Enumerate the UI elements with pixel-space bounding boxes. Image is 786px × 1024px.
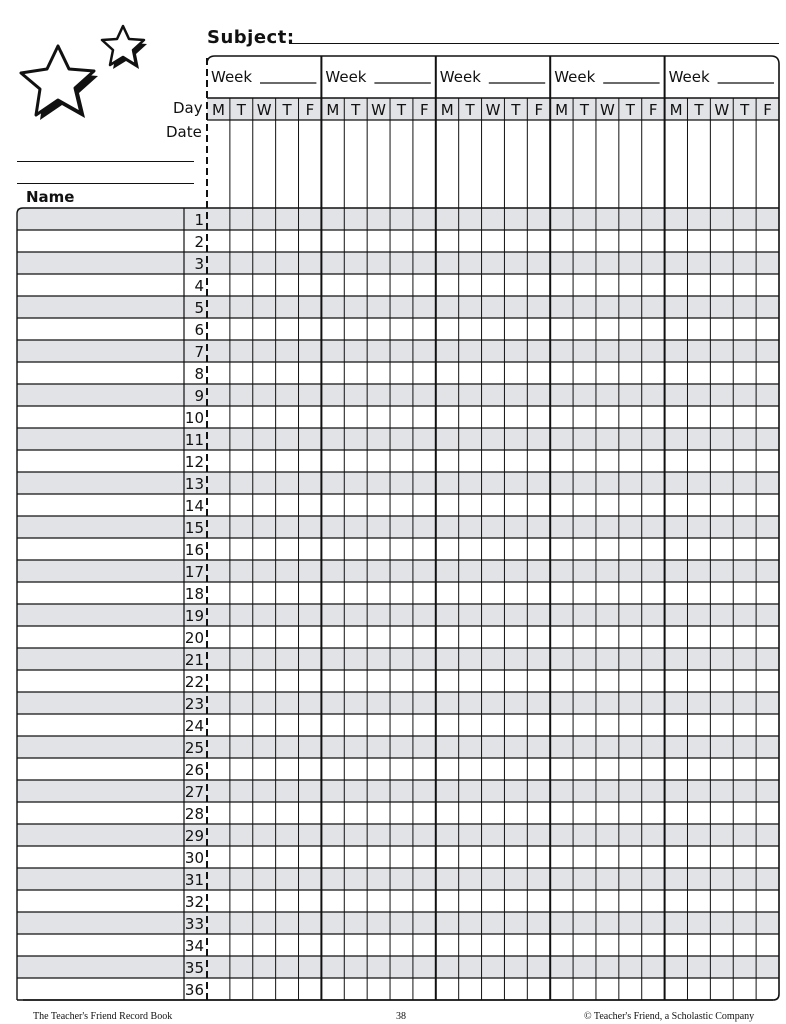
day-letter-t: T: [351, 101, 361, 119]
day-letter-w: W: [371, 101, 387, 119]
row-number: 9: [194, 387, 204, 405]
student-name-cell[interactable]: [17, 758, 184, 780]
row-number: 32: [184, 893, 204, 911]
student-name-cell[interactable]: [17, 934, 184, 956]
day-letter-m: M: [555, 101, 569, 119]
day-letter-t: T: [236, 101, 246, 119]
day-label: Day: [173, 99, 203, 117]
day-letter-t: T: [465, 101, 475, 119]
day-letter-t: T: [282, 101, 292, 119]
student-name-cell[interactable]: [17, 824, 184, 846]
day-letter-f: F: [305, 101, 315, 119]
day-letter-f: F: [534, 101, 544, 119]
student-name-cell[interactable]: [17, 626, 184, 648]
day-letter-f: F: [420, 101, 429, 119]
row-number: 29: [184, 827, 204, 845]
student-name-cell[interactable]: [17, 406, 184, 428]
footer-copyright: © Teacher's Friend, a Scholastic Company: [584, 1011, 755, 1022]
footer-book-title: The Teacher's Friend Record Book: [33, 1011, 173, 1022]
day-letter-w: W: [599, 101, 615, 119]
student-name-cell[interactable]: [17, 802, 184, 824]
student-name-cell[interactable]: [17, 428, 184, 450]
day-letter-w: W: [485, 101, 501, 119]
row-number: 27: [184, 783, 204, 801]
row-number: 35: [184, 959, 204, 977]
student-name-cell[interactable]: [17, 780, 184, 802]
student-name-cell[interactable]: [17, 472, 184, 494]
row-number: 19: [184, 607, 204, 625]
week-label: Week: [439, 68, 481, 86]
day-letter-t: T: [740, 101, 750, 119]
date-label: Date: [166, 123, 202, 141]
student-name-cell[interactable]: [17, 868, 184, 890]
student-name-cell[interactable]: [17, 956, 184, 978]
student-name-cell[interactable]: [17, 230, 184, 252]
row-number: 31: [184, 871, 204, 889]
day-letter-m: M: [440, 101, 454, 119]
day-letter-w: W: [256, 101, 272, 119]
row-number: 22: [184, 673, 204, 691]
student-name-cell[interactable]: [17, 736, 184, 758]
row-number: 28: [184, 805, 204, 823]
student-name-cell[interactable]: [17, 384, 184, 406]
student-name-cell[interactable]: [17, 604, 184, 626]
student-name-cell[interactable]: [17, 340, 184, 362]
student-name-cell[interactable]: [17, 450, 184, 472]
student-name-cell[interactable]: [17, 252, 184, 274]
row-number: 16: [184, 541, 204, 559]
row-number: 30: [184, 849, 204, 867]
row-number: 17: [184, 563, 204, 581]
day-letter-f: F: [648, 101, 658, 119]
student-name-cell[interactable]: [17, 208, 184, 230]
row-number: 26: [184, 761, 204, 779]
student-name-cell[interactable]: [17, 714, 184, 736]
row-number: 21: [184, 651, 204, 669]
student-name-cell[interactable]: [17, 692, 184, 714]
subject-label: Subject:: [207, 27, 295, 48]
day-letter-m: M: [326, 101, 340, 119]
row-number: 2: [194, 233, 204, 251]
row-number: 12: [184, 453, 204, 471]
day-letter-t: T: [694, 101, 704, 119]
day-letter-f: F: [763, 101, 772, 119]
name-column-label: Name: [26, 188, 75, 206]
day-letter-t: T: [511, 101, 521, 119]
week-label: Week: [554, 68, 596, 86]
student-name-cell[interactable]: [17, 538, 184, 560]
student-name-cell[interactable]: [17, 362, 184, 384]
row-number: 33: [184, 915, 204, 933]
student-name-cell[interactable]: [17, 274, 184, 296]
row-number: 5: [194, 299, 204, 317]
week-label: Week: [325, 68, 367, 86]
row-number: 11: [184, 431, 204, 449]
student-name-cell[interactable]: [17, 582, 184, 604]
day-letter-m: M: [669, 101, 683, 119]
student-name-cell[interactable]: [17, 846, 184, 868]
row-number: 3: [194, 255, 204, 273]
row-number: 23: [184, 695, 204, 713]
day-letter-t: T: [579, 101, 590, 119]
row-number: 14: [184, 497, 204, 515]
student-name-cell[interactable]: [17, 912, 184, 934]
student-name-cell[interactable]: [17, 648, 184, 670]
student-name-cell[interactable]: [17, 318, 184, 340]
row-number: 4: [194, 277, 204, 295]
row-number: 34: [184, 937, 204, 955]
day-letter-m: M: [211, 101, 225, 119]
row-number: 8: [194, 365, 204, 383]
row-number: 36: [184, 981, 204, 999]
student-name-cell[interactable]: [17, 978, 184, 1000]
student-name-cell[interactable]: [17, 296, 184, 318]
row-number: 10: [184, 409, 204, 427]
day-letter-w: W: [714, 101, 730, 119]
row-number: 25: [184, 739, 204, 757]
student-name-cell[interactable]: [17, 494, 184, 516]
student-name-cell[interactable]: [17, 890, 184, 912]
week-label: Week: [668, 68, 710, 86]
row-number: 20: [184, 629, 204, 647]
row-number: 24: [184, 717, 204, 735]
row-number: 15: [184, 519, 204, 537]
week-label: Week: [211, 68, 253, 86]
row-number: 1: [194, 211, 204, 229]
student-name-cell[interactable]: [17, 670, 184, 692]
row-number: 6: [194, 321, 204, 339]
footer-page-number: 38: [396, 1011, 406, 1022]
row-number: 7: [194, 343, 204, 361]
student-name-cell[interactable]: [17, 516, 184, 538]
row-number: 18: [184, 585, 204, 603]
day-letter-t: T: [396, 101, 407, 119]
row-number: 13: [184, 475, 204, 493]
student-name-cell[interactable]: [17, 560, 184, 582]
day-letter-t: T: [625, 101, 635, 119]
